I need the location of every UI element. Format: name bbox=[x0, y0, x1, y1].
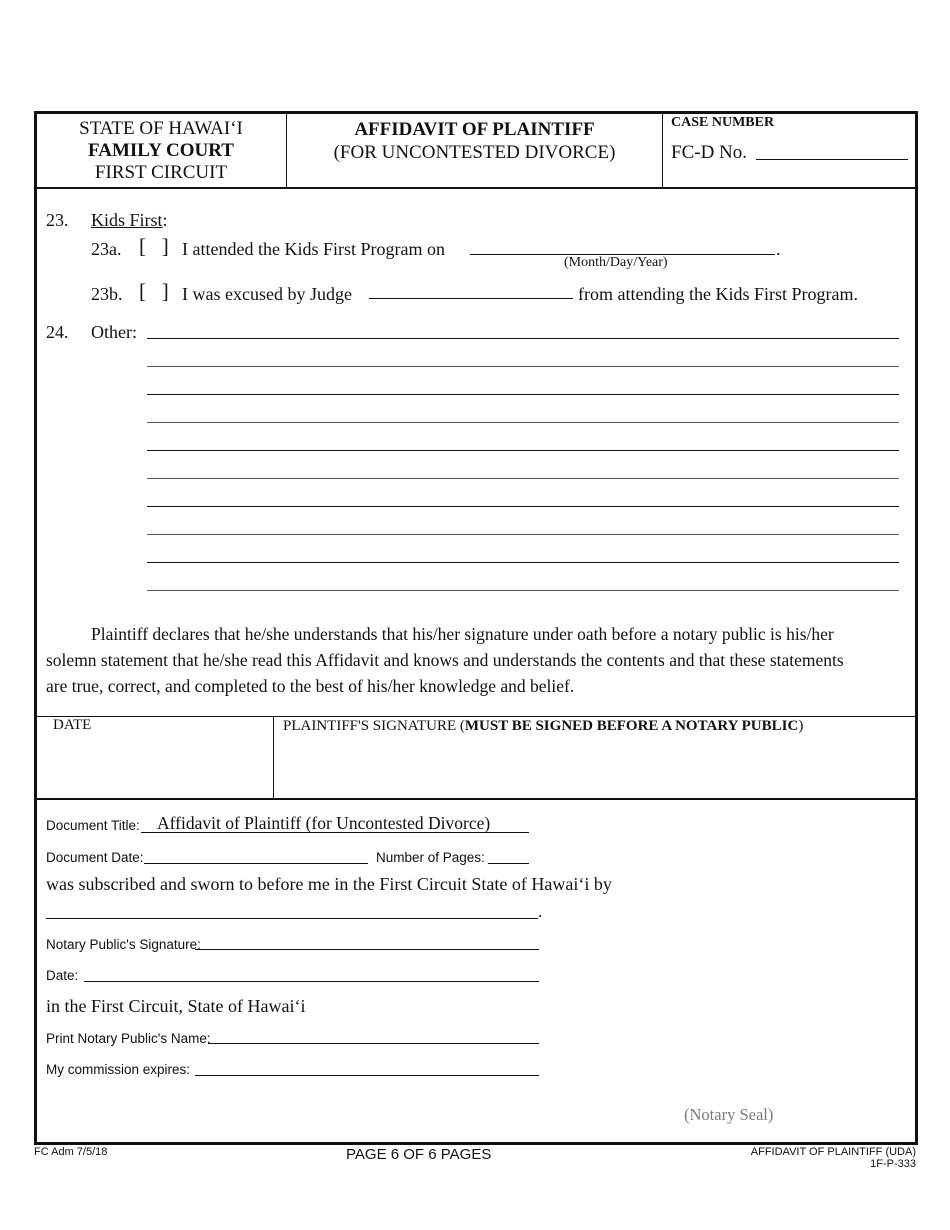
plaintiff-signature-cell[interactable] bbox=[275, 740, 911, 796]
number-of-pages-field[interactable] bbox=[488, 863, 529, 864]
document-date-field[interactable] bbox=[144, 863, 368, 864]
document-title-underline bbox=[141, 832, 529, 833]
sig-label-text: PLAINTIFF'S SIGNATURE ( bbox=[283, 718, 465, 734]
page-title: AFFIDAVIT OF PLAINTIFF bbox=[354, 119, 595, 140]
plaintiff-signature-label bbox=[283, 718, 803, 735]
notary-signature-field[interactable] bbox=[195, 949, 539, 950]
sworn-by-period: . bbox=[538, 902, 543, 921]
date-format-hint: (Month/Day/Year) bbox=[564, 255, 668, 270]
sig-label-close: ) bbox=[798, 718, 804, 734]
signature-row-divider bbox=[273, 716, 274, 799]
item-23a-period: . bbox=[776, 239, 781, 259]
item-23-number: 23. bbox=[46, 210, 69, 230]
kids-first-colon: : bbox=[162, 210, 168, 230]
checkbox-23a[interactable]: [ ] bbox=[139, 234, 169, 258]
item-23-heading bbox=[91, 210, 168, 231]
notary-signature-label: Notary Public's Signature: bbox=[46, 937, 201, 952]
other-line-6[interactable] bbox=[147, 478, 899, 479]
case-number-label: CASE NUMBER bbox=[671, 115, 775, 130]
court-block bbox=[36, 118, 286, 184]
other-line-1[interactable] bbox=[147, 338, 899, 339]
notary-date-field[interactable] bbox=[84, 981, 539, 982]
checkbox-23b[interactable]: [ ] bbox=[139, 279, 169, 303]
fcd-number-field[interactable] bbox=[756, 159, 908, 160]
signature-row-top-rule bbox=[34, 716, 918, 717]
item-24-number: 24. bbox=[46, 322, 69, 342]
item-23a-text: I attended the Kids First Program on bbox=[182, 239, 445, 259]
sig-label-bold: MUST BE SIGNED BEFORE A NOTARY PUBLIC bbox=[464, 718, 799, 734]
fcd-label: FC-D No. bbox=[671, 142, 748, 163]
document-date-label: Document Date: bbox=[46, 850, 144, 865]
document-title-label: Document Title: bbox=[46, 818, 140, 833]
commission-expires-label: My commission expires: bbox=[46, 1062, 191, 1077]
print-notary-name-label: Print Notary Public's Name: bbox=[46, 1031, 211, 1046]
judge-name-field[interactable] bbox=[369, 298, 573, 299]
document-title-value: Affidavit of Plaintiff (for Uncontested Divorce) bbox=[157, 813, 491, 833]
sworn-statement: was subscribed and sworn to before me in the First Circuit State of Hawai‘i by bbox=[46, 874, 612, 894]
print-notary-name-field[interactable] bbox=[208, 1043, 539, 1044]
sworn-by-field[interactable] bbox=[46, 918, 538, 919]
commission-expires-field[interactable] bbox=[195, 1075, 539, 1076]
kids-first-heading: Kids First bbox=[91, 210, 163, 230]
declaration-line-2: solemn statement that he/she read this Affidavit and knows and understands the contents and that these statements bbox=[46, 650, 844, 670]
page-subtitle: (FOR UNCONTESTED DIVORCE) bbox=[333, 142, 616, 163]
item-23a-label: 23a. bbox=[91, 239, 122, 259]
declaration-line-1: Plaintiff declares that he/she understands that his/her signature under oath before a notary public is his/her bbox=[91, 624, 834, 644]
circuit-name: FIRST CIRCUIT bbox=[94, 162, 228, 183]
other-line-4[interactable] bbox=[147, 422, 899, 423]
other-line-9[interactable] bbox=[147, 562, 899, 563]
declaration-paragraph bbox=[46, 621, 906, 699]
other-line-7[interactable] bbox=[147, 506, 899, 507]
date-label: DATE bbox=[53, 717, 92, 733]
date-cell[interactable] bbox=[36, 738, 272, 796]
item-23b-label: 23b. bbox=[91, 284, 123, 304]
court-name: FAMILY COURT bbox=[88, 140, 234, 161]
form-date: FC Adm 7/5/18 bbox=[34, 1146, 108, 1158]
form-name: AFFIDAVIT OF PLAINTIFF (UDA) bbox=[750, 1146, 916, 1158]
other-line-5[interactable] bbox=[147, 450, 899, 451]
other-line-10[interactable] bbox=[147, 590, 899, 591]
notary-date-label: Date: bbox=[46, 968, 79, 983]
header-bottom-rule bbox=[34, 187, 918, 189]
item-24-label: Other: bbox=[91, 322, 137, 342]
page-info: PAGE 6 OF 6 PAGES bbox=[346, 1146, 492, 1163]
title-block bbox=[287, 118, 662, 164]
declaration-line-3: are true, correct, and completed to the best of his/her knowledge and belief. bbox=[46, 676, 575, 696]
header-divider-right bbox=[662, 113, 663, 188]
signature-row-bottom-rule bbox=[34, 798, 918, 800]
notary-seal-label: (Notary Seal) bbox=[684, 1105, 774, 1124]
other-line-8[interactable] bbox=[147, 534, 899, 535]
number-of-pages-label: Number of Pages: bbox=[376, 850, 485, 865]
item-23b-text: I was excused by Judge bbox=[182, 284, 352, 304]
form-code: 1F-P-333 bbox=[870, 1158, 916, 1170]
circuit-statement: in the First Circuit, State of Hawai‘i bbox=[46, 996, 306, 1016]
state-name: STATE OF HAWAI‘I bbox=[79, 118, 243, 139]
item-23b-after: from attending the Kids First Program. bbox=[578, 284, 858, 304]
other-line-2[interactable] bbox=[147, 366, 899, 367]
other-line-3[interactable] bbox=[147, 394, 899, 395]
